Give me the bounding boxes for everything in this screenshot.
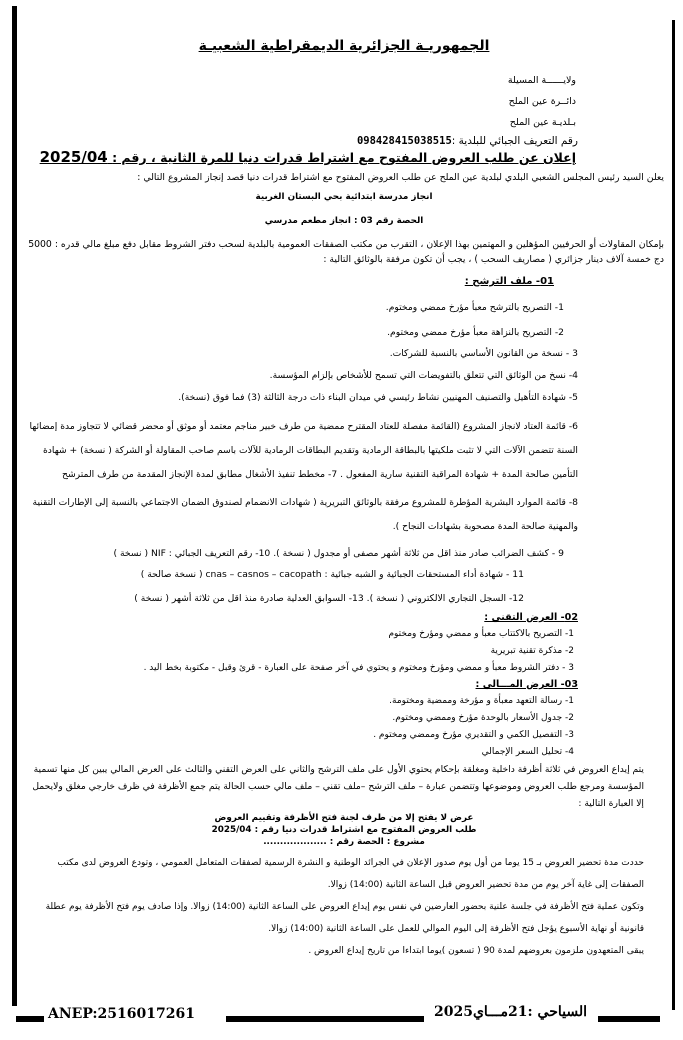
section2-item: 2- مذكرة تقنية تبريرية xyxy=(490,646,574,656)
deposit-paragraph: يتم إيداع العروض في ثلاثة أظرفة داخلية ومغلقة بإحكام يحتوي الأول على ملف الترشح والثاني على العرض التقني والثالث على العرض المالي يبين كل منها تسمية المؤسسة ومرجع طلب العروض وموضوعها وتتضمن عبارة – ملف الترشح –ملف تقني – ملف مالي حسب الحالة يتم جمع الأظرفة في ظرف خارجي مغلق ولايحمل إلا العبارة التالية : xyxy=(32,764,644,809)
footer-rule xyxy=(16,1016,44,1022)
section3-item: 1- رسالة التعهد معبأة و مؤرخة وممضية ومختومة. xyxy=(389,696,574,706)
section3-item: 2- جدول الأسعار بالوحدة مؤرخ وممضي ومختوم. xyxy=(392,713,574,723)
lot-name: الحصة رقم 03 : انجاز مطعم مدرسي xyxy=(264,216,424,226)
envelope-line: عرض لا يفتح إلا من طرف لجنة فتح الأظرفة وتقييم العروض xyxy=(214,813,474,823)
section1-item: 9 - كشف الضرائب صادر منذ اقل من ثلاثة أشهر مصفى أو مجدول ( نسخة ). 10- رقم التعريف الجبائي : NIF ( نسخة ) xyxy=(113,548,564,559)
section3-title: 03- العرض المـــالي : xyxy=(475,679,578,690)
section3-item: 4- تحليل السعر الإجمالي xyxy=(481,747,574,757)
section2-item: 3 - دفتر الشروط معبأ و ممضي ومؤرخ ومختوم و يحتوي في آخر صفحة على العبارة - قرئ وقبل - مكتوبة بخط اليد . xyxy=(143,663,574,673)
publication-date: السياحي :21مـــاي2025 xyxy=(434,1004,587,1020)
section1-title: 01- ملف الترشح : xyxy=(464,276,554,287)
title-text: إعلان عن طلب العروض المفتوح مع اشتراط قدرات دنيا للمرة الثانية ، رقم : xyxy=(112,150,576,165)
section3-item: 3- التفصيل الكمي و التقديري مؤرخ وممضي ومختوم . xyxy=(373,730,574,740)
anep-code: ANEP:2516017261 xyxy=(48,1006,195,1022)
footer-bar xyxy=(0,1004,683,1040)
deadline-paragraph: حددت مدة تحضير العروض بـ 15 يوما من أول يوم صدور الإعلان في الجرائد الوطنية و النشرة الرسمية لصفقات المتعامل العمومي ، وتودع العروض لدى مكتب الصفقات إلى غاية آخر يوم من مدة تحضير العروض قبل الساعة الثانية (14:00) زوالا. xyxy=(57,858,644,890)
tax-id-value: 098428415038515 xyxy=(356,135,452,147)
footer-rule xyxy=(598,1016,660,1022)
opening-paragraph: وتكون عملية فتح الأظرفة في جلسة علنية بحضور العارضين في نفس يوم إيداع العروض على الساعة الثانية (14:00) زوالا. وإذا صادف يوم فتح الأظرفة يوم عطلة قانونية أو نهاية الأسبوع يؤجل فتح الأظرفة إلى اليوم الموالي للعمل على الساعة الثانية (14:00) زوالا. xyxy=(45,902,644,934)
section1-item: 3 - نسخة من القانون الأساسي بالنسبة للشركات. xyxy=(389,348,578,359)
announcement-title xyxy=(24,149,664,166)
commune-line: بـلديـة عين الملح xyxy=(509,117,576,128)
envelope-line: طلب العروض المفتوح مع اشتراط قدرات دنيا رقم : 2025/04 xyxy=(211,825,477,835)
wilaya-line: ولايــــــة المسيلة xyxy=(507,75,576,86)
section1-item: 4- نسخ من الوثائق التي تتعلق بالتفويضات التي تسمح للأشخاص بإلزام المؤسسة. xyxy=(269,370,578,381)
section1-item: 11 - شهادة أداء المستحقات الجبائية و الشبه جبائية : cnas – casnos – cacopath ( نسخة صالحة ) xyxy=(140,569,524,580)
section2-item: 1- التصريح بالاكتتاب معبأ و ممضي ومؤرخ ومختوم xyxy=(388,629,574,639)
republic-heading: الجمهوريـة الجزائرية الديمقراطية الشعبيـة xyxy=(198,38,490,54)
section1-item: 5- شهادة التأهيل والتصنيف المهنيين نشاط رئيسي في ميدان البناء ذات درجة الثالثة (3) فما فوق (نسخة). xyxy=(178,392,578,403)
intro-line: يعلن السيد رئيس المجلس الشعبي البلدي لبلدية عين الملح عن طلب العروض المفتوح مع اشتراط قدرات دنيا قصد إنجاز المشروع التالي : xyxy=(137,172,664,183)
section1-item: 8- قائمة الموارد البشرية المؤطرة للمشروع مرفقة بالوثائق التبريرية ( شهادات الانضمام لصندوق الضمان الاجتماعي بالنسبة إلى الإطارات التقنية والمهنية صالحة المدة مصحوبة بشهادات النجاح ). xyxy=(32,497,578,532)
section2-title: 02- العرض التقني : xyxy=(484,612,578,623)
project-name: انجاز مدرسة ابتدائية بحي البستان الغربية xyxy=(255,192,433,202)
envelope-line: مشروع : الحصة رقم : ................... xyxy=(263,837,425,847)
title-number: 2025/04 xyxy=(39,148,108,166)
right-border xyxy=(672,20,675,1010)
footer-rule xyxy=(226,1016,424,1022)
section1-item: 2- التصريح بالنزاهة معبأ مؤرخ ممضي ومختوم. xyxy=(387,327,564,338)
left-border xyxy=(12,6,17,1006)
section1-item: 12- السجل التجاري الالكتروني ( نسخة ). 13- السوابق العدلية صادرة منذ اقل من ثلاثة أشهر ( نسخة ) xyxy=(134,593,524,604)
daira-line: دائــرة عين الملح xyxy=(508,96,576,107)
invite-paragraph: بإمكان المقاولات أو الحرفيين المؤهلين و المهتمين بهذا الإعلان ، التقرب من مكتب الصفقات العمومية بالبلدية لسحب دفتر الشروط مقابل دفع مبلغ مالي قدره : 5000 دج خمسة آلاف دينار جزائري ( مصاريف السحب ) ، يجب أن تكون مرفقة بالوثائق التالية : xyxy=(28,239,664,265)
section1-item: 6- قائمة العتاد لانجاز المشروع (القائمة مفصلة للعتاد المقترح ممضية من طرف خبير مناجم معتمد أو موثق أو محضر قضائي لا تتجاوز مدة إمضائها السنة تتضمن الآلات التي لا تثبت ملكيتها بالبطاقة الرمادية وتقديم البطاقات الرمادية للآلات باسم صاحب المقاولة أو الشركة ( نسخة) + شهادة التأمين صالحة المدة + شهادة المراقبة التقنية سارية المفعول . 7- مخطط تنفيذ الأشغال مطابق لمدة الإنجاز المقدمة من طرف المترشح xyxy=(29,421,578,480)
validity-paragraph: يبقى المتعهدون ملزمون بعروضهم لمدة 90 ( تسعون )يوما ابتداءا من تاريخ إيداع العروض . xyxy=(308,946,644,956)
section1-item: 1- التصريح بالترشح معبأ مؤرخ ممضي ومختوم. xyxy=(385,302,564,313)
tax-id-line xyxy=(24,133,664,149)
tax-id-label: رقم التعريف الجبائي للبلدية : xyxy=(451,135,578,147)
announcement-body xyxy=(24,28,664,962)
